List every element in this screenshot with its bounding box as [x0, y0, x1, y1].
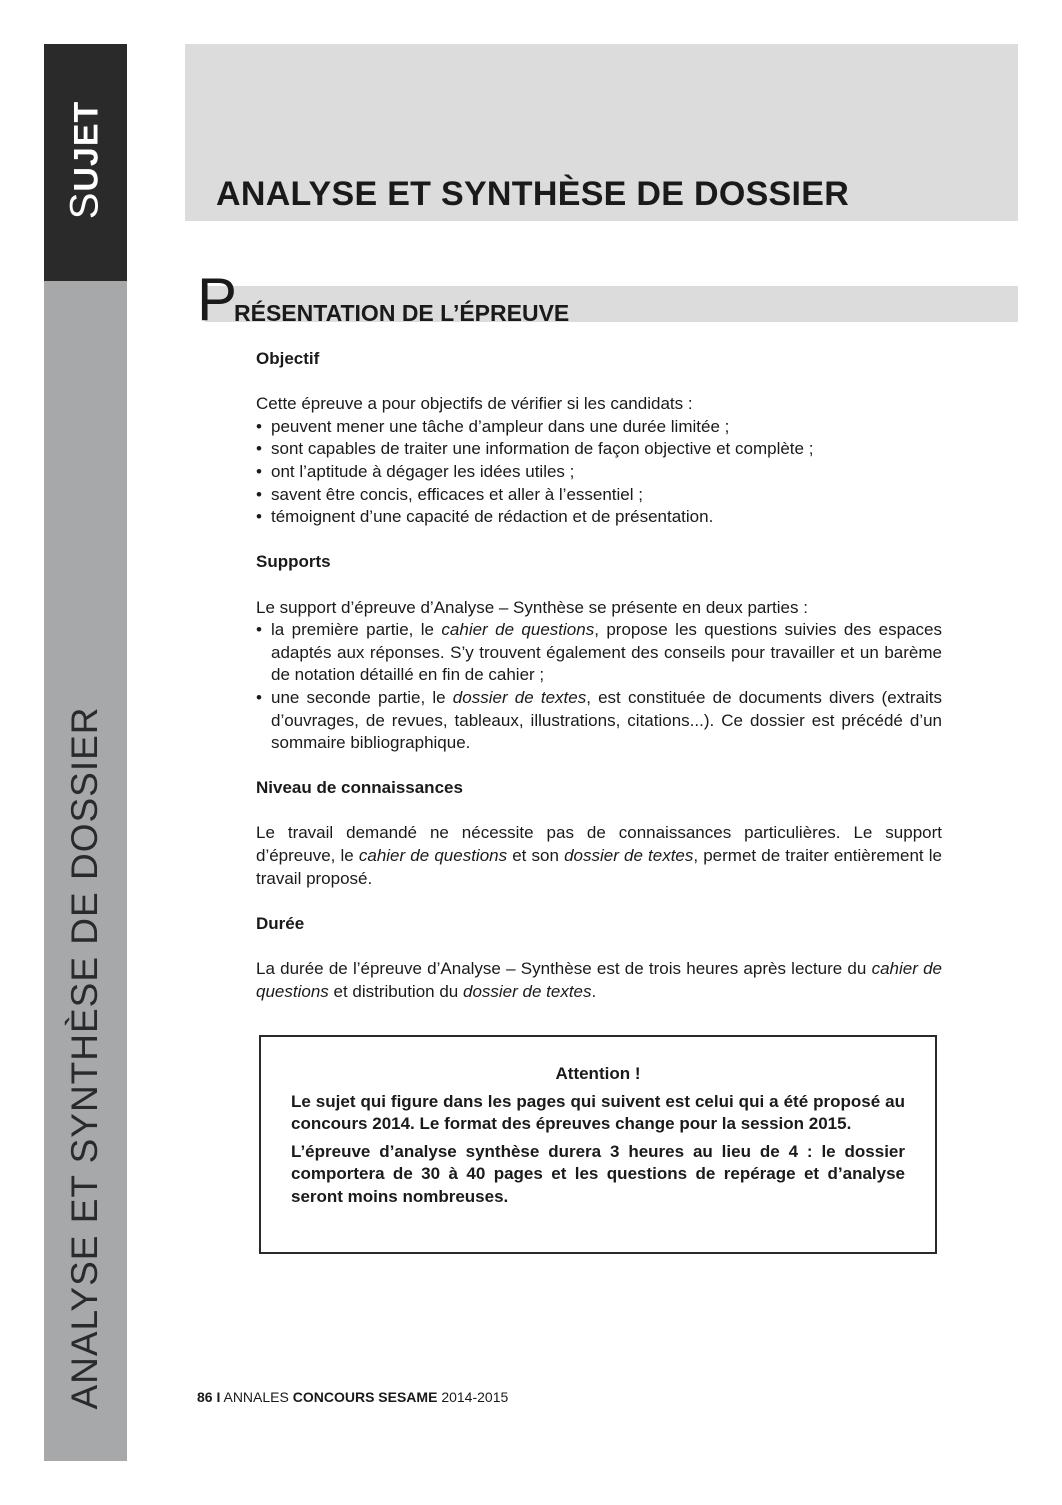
- attention-box: [259, 1035, 937, 1254]
- list-item: • ont l’aptitude à dégager les idées utiles ;: [256, 461, 942, 484]
- footer-annales: ANNALES: [223, 1389, 289, 1405]
- footer-years: 2014-2015: [441, 1389, 509, 1405]
- supports-intro: Le support d’épreuve d’Analyse – Synthèse se présente en deux parties :: [256, 597, 808, 617]
- supports-heading: Supports: [256, 552, 331, 572]
- page-title: ANALYSE ET SYNTHÈSE DE DOSSIER: [216, 175, 850, 213]
- sidebar-sujet-label: SUJET: [62, 100, 107, 220]
- section-drop-letter: P: [197, 266, 238, 333]
- objectif-list: [256, 416, 942, 529]
- footer-concours: CONCOURS SESAME: [292, 1389, 438, 1405]
- list-item: • témoignent d’une capacité de rédaction et de présentation.: [256, 506, 942, 529]
- list-item: • une seconde partie, le dossier de textes, est constituée de documents divers (extraits d’ouvrages, de revues, tableaux, illustrations, citations...). Ce dossier est précédé d’un sommaire bibliographique.: [256, 687, 942, 755]
- list-item: • savent être concis, efficaces et aller à l’essentiel ;: [256, 484, 942, 507]
- attention-title: Attention !: [555, 1064, 641, 1083]
- supports-list: [256, 619, 942, 755]
- objectif-heading: Objectif: [256, 349, 320, 368]
- objectif-intro: Cette épreuve a pour objectifs de vérifier si les candidats :: [256, 394, 693, 414]
- duree-heading: Durée: [256, 913, 305, 933]
- footer-separator: I: [216, 1389, 221, 1405]
- list-item: • peuvent mener une tâche d’ampleur dans une durée limitée ;: [256, 416, 942, 439]
- niveau-heading: Niveau de connaissances: [256, 778, 463, 798]
- duree-text: La durée de l’épreuve d’Analyse – Synthèse est de trois heures après lecture du cahier de questions et distribution du dossier de textes.: [256, 959, 942, 1001]
- section-heading: RÉSENTATION DE L’ÉPREUVE: [234, 300, 570, 326]
- list-item: • sont capables de traiter une information de façon objective et complète ;: [256, 438, 942, 461]
- attention-paragraph: Le sujet qui figure dans les pages qui suivent est celui qui a été proposé au concours 2014. Le format des épreuves change pour la session 2015.: [291, 1091, 905, 1134]
- page-number: 86: [197, 1389, 213, 1405]
- sidebar-vertical-title: ANALYSE ET SYNTHÈSE DE DOSSIER: [64, 706, 105, 1410]
- page-footer: [197, 1389, 508, 1405]
- list-item: • la première partie, le cahier de questions, propose les questions suivies des espaces adaptés aux réponses. S’y trouvent également des conseils pour travailler et un barème de notation détaillé en fin de cahier ;: [256, 619, 942, 687]
- niveau-text: Le travail demandé ne nécessite pas de connaissances particulières. Le support d’épreuve, le cahier de questions et son dossier de textes, permet de traiter entièrement le travail proposé.: [256, 823, 942, 888]
- attention-paragraph: L’épreuve d’analyse synthèse durera 3 heures au lieu de 4 : le dossier comportera de 30 à 40 pages et les questions de repérage et d’analyse seront moins nombreuses.: [291, 1141, 905, 1206]
- main-content: [256, 348, 942, 1003]
